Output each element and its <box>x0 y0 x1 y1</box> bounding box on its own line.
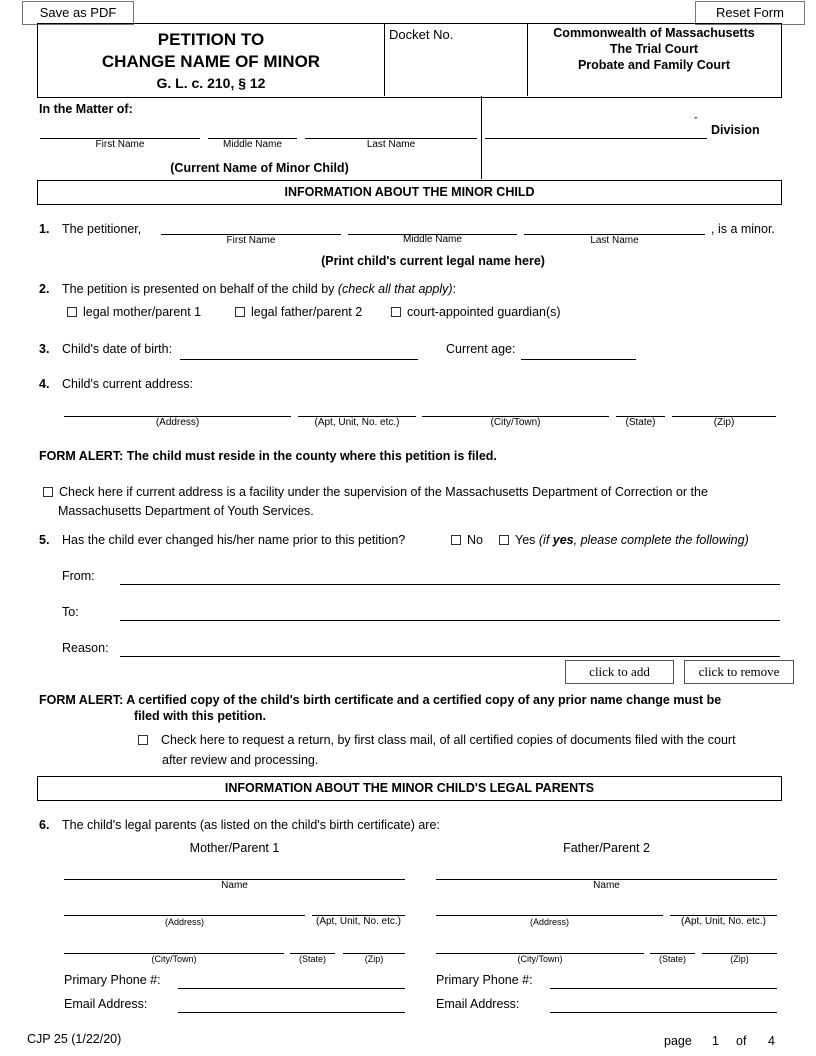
parent1-city-caption: (City/Town) <box>151 954 197 964</box>
court-line2: The Trial Court <box>609 42 699 56</box>
parent2-phone-input[interactable] <box>550 988 777 989</box>
q5-no-option[interactable]: No <box>451 533 483 547</box>
q4-apt-caption: (Apt, Unit, No. etc.) <box>314 417 400 428</box>
form-title-line2: CHANGE NAME OF MINOR <box>101 52 321 71</box>
checkbox-icon[interactable] <box>235 307 245 317</box>
reset-form-button[interactable]: Reset Form <box>695 1 805 25</box>
checkbox-icon[interactable] <box>67 307 77 317</box>
parent1-email-label: Email Address: <box>64 997 148 1011</box>
prior-name-to-input[interactable] <box>120 620 780 621</box>
parent1-address-input[interactable] <box>64 915 305 916</box>
division-select[interactable] <box>485 138 707 139</box>
from-label: From: <box>62 569 95 583</box>
parent2-apt-caption: (Apt, Unit, No. etc.) <box>680 916 767 927</box>
q1-text: The petitioner, <box>62 222 142 236</box>
last-name-caption: Last Name <box>366 139 416 150</box>
current-name-caption: (Current Name of Minor Child) <box>170 161 349 175</box>
middle-name-caption: Middle Name <box>223 139 282 150</box>
checkbox-icon[interactable] <box>138 735 148 745</box>
parent2-address-input[interactable] <box>436 915 663 916</box>
of-label: of <box>736 1034 747 1048</box>
checkbox-icon[interactable] <box>499 535 509 545</box>
court-line3: Probate and Family Court <box>577 58 731 72</box>
parent1-heading: Mother/Parent 1 <box>189 841 280 855</box>
click-to-remove-button[interactable]: click to remove <box>684 660 794 684</box>
q2-text: The petition is presented on behalf of the child by (check all that apply): <box>62 282 457 296</box>
save-as-pdf-button[interactable]: Save as PDF <box>22 1 134 25</box>
to-label: To: <box>62 605 79 619</box>
page-label: page <box>664 1034 692 1048</box>
q4-text: Child's current address: <box>62 377 193 391</box>
page-total: 4 <box>768 1034 775 1048</box>
dob-input[interactable] <box>180 359 418 360</box>
click-to-add-button[interactable]: click to add <box>565 660 674 684</box>
form-number: CJP 25 (1/22/20) <box>27 1032 122 1046</box>
parent1-address-caption: (Address) <box>164 917 204 927</box>
parent1-name-caption: Name <box>221 880 248 891</box>
q4-address-caption: (Address) <box>155 417 200 428</box>
section-legal-parents-header: INFORMATION ABOUT THE MINOR CHILD'S LEGAL PARENTS <box>37 776 782 801</box>
parent2-name-caption: Name <box>593 880 620 891</box>
q5-text: Has the child ever changed his/her name prior to this petition? <box>62 533 406 547</box>
q4-number: 4. <box>39 377 50 391</box>
prior-name-reason-input[interactable] <box>120 656 780 657</box>
form-alert-birth-certificate-line2: filed with this petition. <box>134 709 266 723</box>
q6-number: 6. <box>39 818 50 832</box>
parent2-address-caption: (Address) <box>529 917 569 927</box>
q4-state-caption: (State) <box>625 417 656 428</box>
parent1-state-caption: (State) <box>298 954 326 964</box>
parent1-zip-caption: (Zip) <box>364 954 384 964</box>
form-title-line1: PETITION TO <box>157 30 265 49</box>
header-divider-1 <box>384 23 385 96</box>
parent1-phone-input[interactable] <box>178 988 405 989</box>
parent2-zip-caption: (Zip) <box>730 954 749 964</box>
q3-number: 3. <box>39 342 50 356</box>
parent2-city-caption: (City/Town) <box>517 954 563 964</box>
return-request-checkbox-row[interactable]: Check here to request a return, by first class mail, of all certified copies of documents filed with the court <box>138 733 736 747</box>
section-minor-child-header: INFORMATION ABOUT THE MINOR CHILD <box>37 180 782 205</box>
checkbox-icon[interactable] <box>391 307 401 317</box>
parent2-email-input[interactable] <box>550 1012 777 1013</box>
current-age-input[interactable] <box>521 359 636 360</box>
chevron-down-icon[interactable]: ˇ <box>694 116 698 128</box>
opt-guardian[interactable]: court-appointed guardian(s) <box>391 305 561 319</box>
current-age-label: Current age: <box>446 342 516 356</box>
q1-tail: , is a minor. <box>711 222 775 236</box>
page-number: 1 <box>712 1034 719 1048</box>
q4-zip-caption: (Zip) <box>713 417 735 428</box>
statute-citation: G. L. c. 210, § 12 <box>156 75 266 91</box>
parent2-email-label: Email Address: <box>436 997 520 1011</box>
q1-print-instruction: (Print child's current legal name here) <box>321 254 545 268</box>
prior-name-from-input[interactable] <box>120 584 780 585</box>
form-alert-birth-certificate: FORM ALERT: A certified copy of the child's birth certificate and a certified copy of any prior name change must be <box>39 693 722 707</box>
facility-text-line2: Massachusetts Department of Youth Services. <box>58 504 314 518</box>
q1-last-caption: Last Name <box>590 235 639 246</box>
q6-text: The child's legal parents (as listed on the child's birth certificate) are: <box>62 818 440 832</box>
q1-middle-caption: Middle Name <box>403 234 462 245</box>
division-label: Division <box>711 123 760 137</box>
parent2-heading: Father/Parent 2 <box>563 841 650 855</box>
opt-legal-father[interactable]: legal father/parent 2 <box>235 305 362 319</box>
matter-label: In the Matter of: <box>39 102 133 116</box>
form-alert-residence: FORM ALERT: The child must reside in the county where this petition is filed. <box>39 449 497 463</box>
parent1-phone-label: Primary Phone #: <box>64 973 161 987</box>
q5-number: 5. <box>39 533 50 547</box>
q1-number: 1. <box>39 222 50 236</box>
return-request-line2: after review and processing. <box>162 753 319 767</box>
first-name-caption: First Name <box>95 139 145 150</box>
docket-input[interactable] <box>390 44 524 92</box>
facility-checkbox-row[interactable]: Check here if current address is a facility under the supervision of the Massachusetts Department of Correction or the <box>43 485 708 499</box>
matter-divider <box>481 96 482 179</box>
parent2-phone-label: Primary Phone #: <box>436 973 533 987</box>
q1-first-caption: First Name <box>226 235 276 246</box>
q5-yes-option[interactable]: Yes (if yes, please complete the following) <box>499 533 749 547</box>
opt-legal-mother[interactable]: legal mother/parent 1 <box>67 305 201 319</box>
parent2-state-caption: (State) <box>658 954 686 964</box>
checkbox-icon[interactable] <box>43 487 53 497</box>
q2-number: 2. <box>39 282 50 296</box>
docket-label: Docket No. <box>389 27 454 42</box>
q3-text: Child's date of birth: <box>62 342 173 356</box>
court-line1: Commonwealth of Massachusetts <box>553 26 755 40</box>
q4-city-caption: (City/Town) <box>490 417 541 428</box>
parent1-apt-caption: (Apt, Unit, No. etc.) <box>315 916 402 927</box>
reason-label: Reason: <box>62 641 109 655</box>
checkbox-icon[interactable] <box>451 535 461 545</box>
parent1-email-input[interactable] <box>178 1012 405 1013</box>
